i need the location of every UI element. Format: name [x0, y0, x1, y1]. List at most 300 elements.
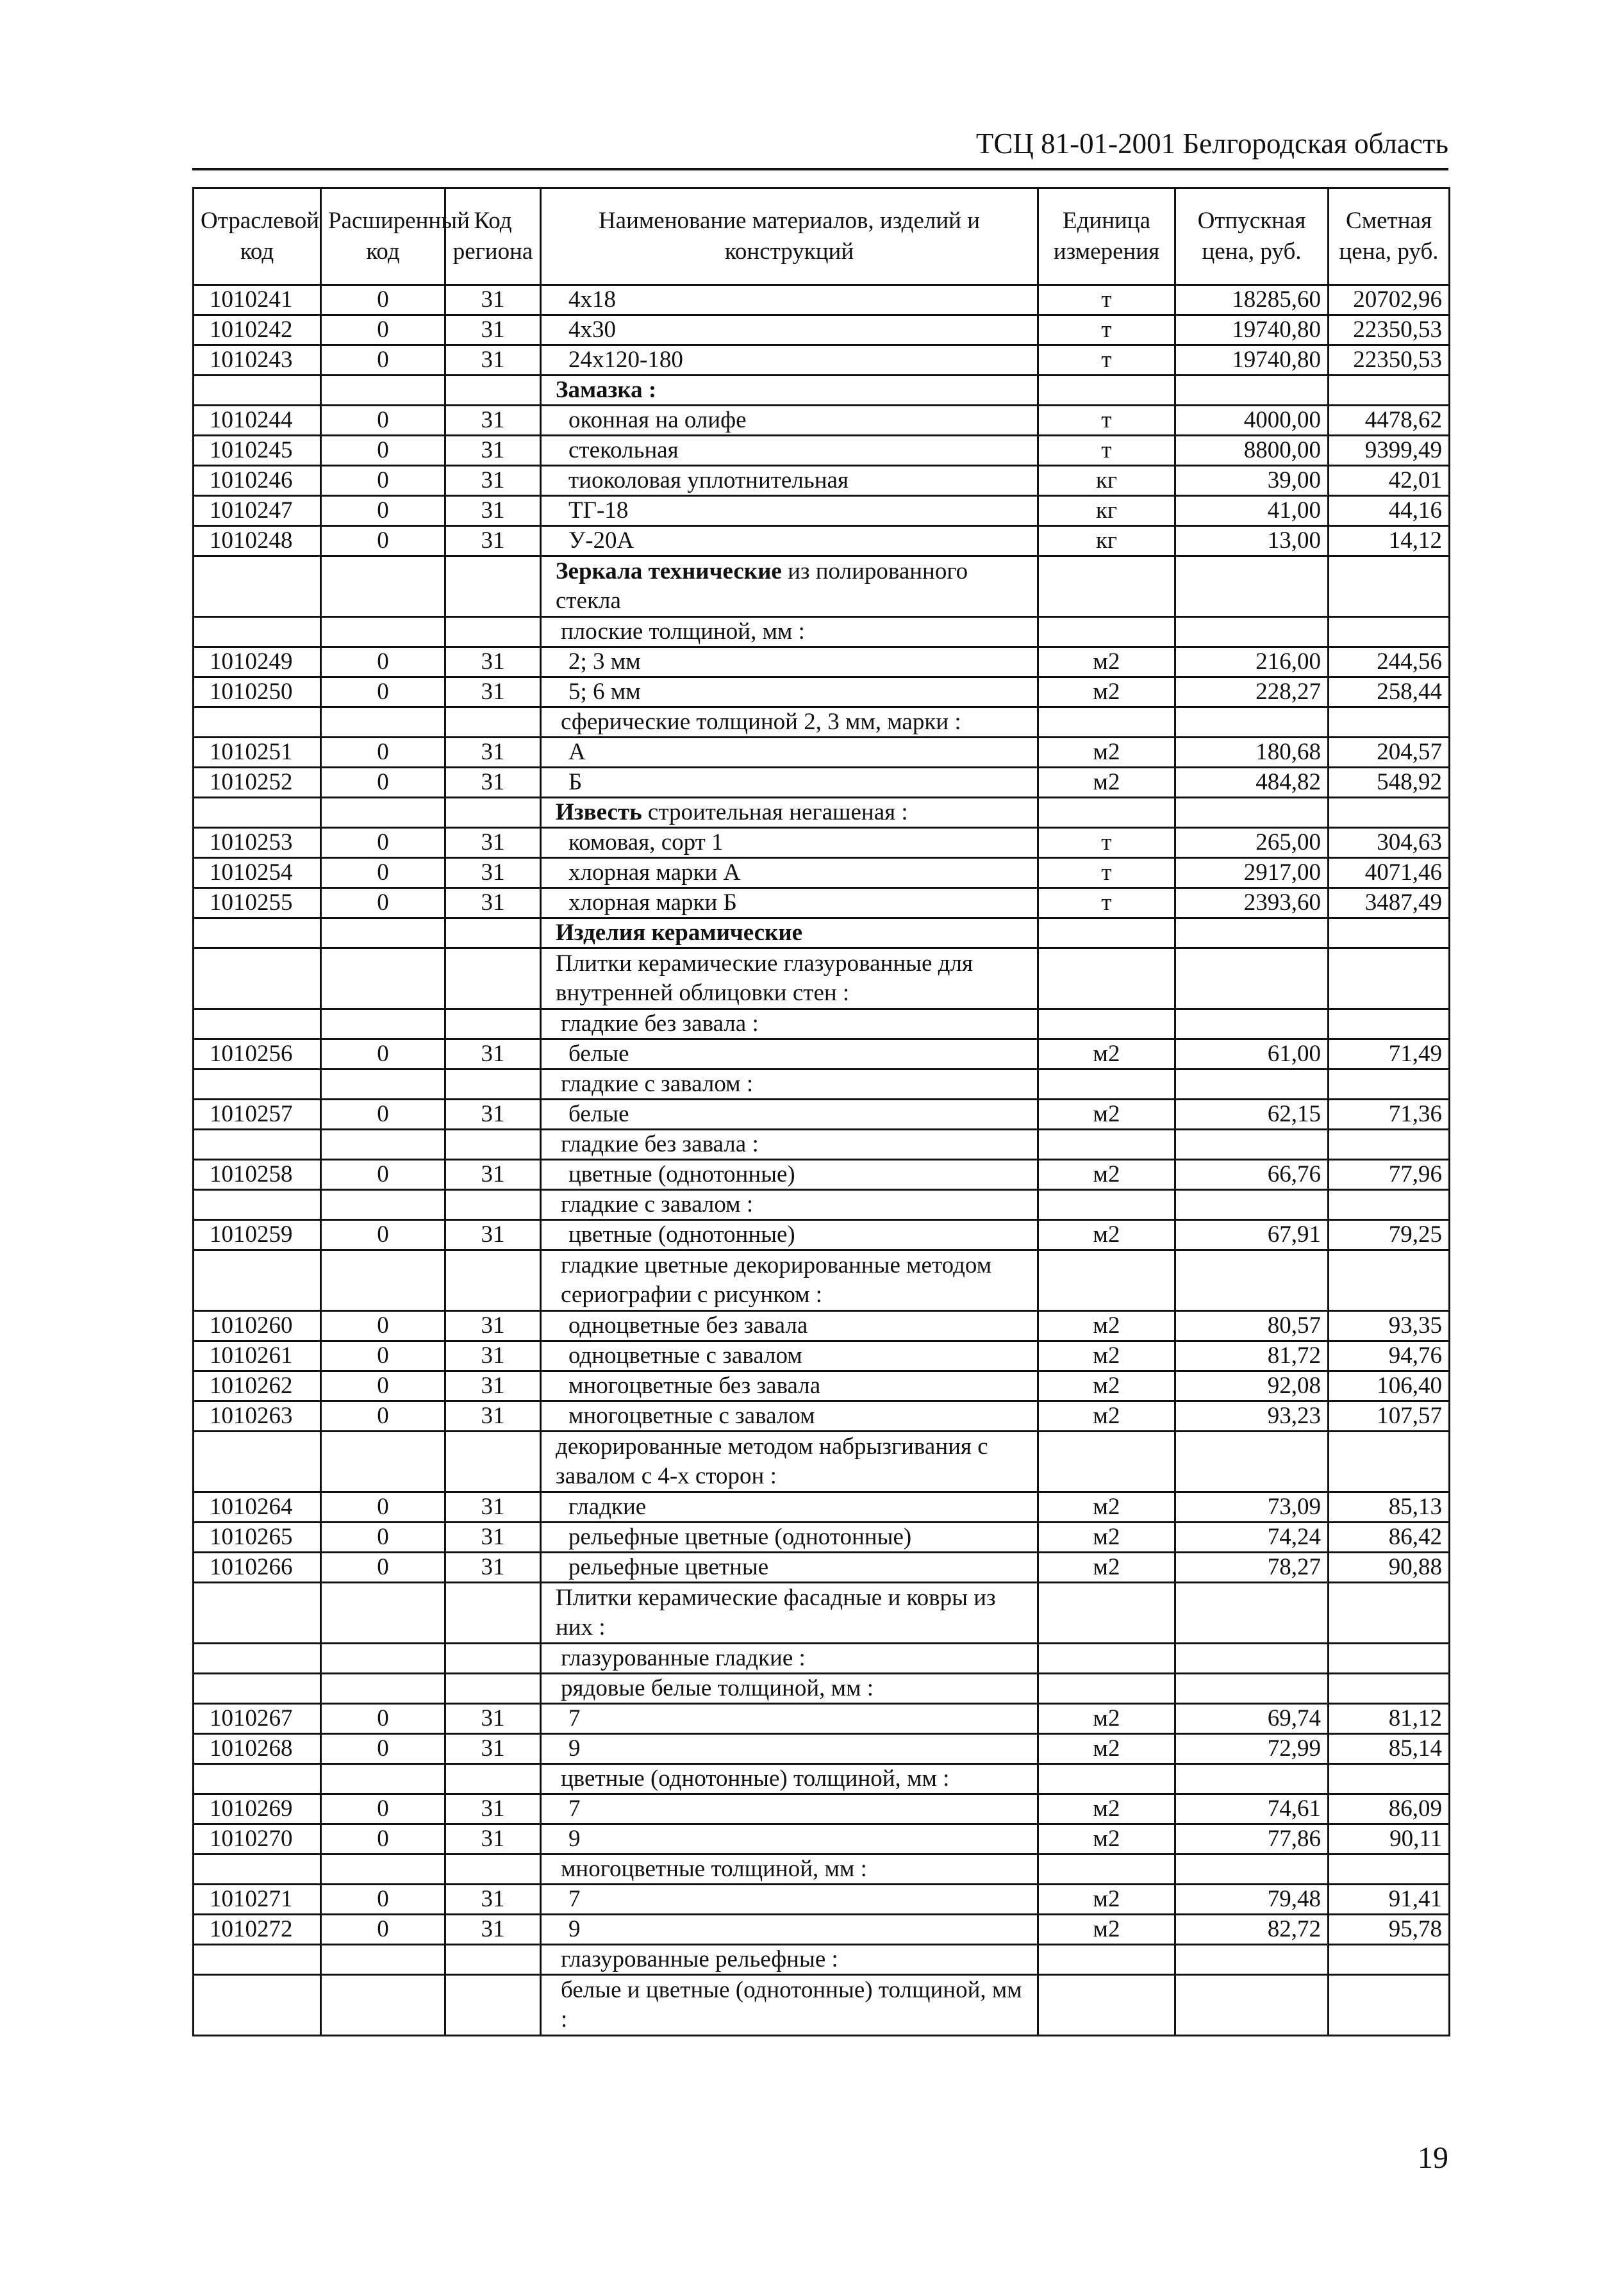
cell-industry-code: 1010272: [194, 1915, 321, 1945]
cell-extended-code: [321, 1674, 445, 1704]
cell-material-name: [541, 1492, 1038, 1523]
cell-material-name: [541, 526, 1038, 556]
cell-extended-code: 0: [321, 1885, 445, 1915]
cell-extended-code: 0: [321, 1734, 445, 1764]
cell-industry-code: 1010259: [194, 1220, 321, 1250]
cell-region-code: 31: [445, 738, 541, 768]
cell-material-name: [541, 1885, 1038, 1915]
cell-estimate-price: [1329, 1674, 1450, 1704]
cell-material-name: [541, 677, 1038, 707]
cell-material-name: [541, 1915, 1038, 1945]
cell-unit: м2: [1038, 738, 1175, 768]
cell-industry-code: 1010264: [194, 1492, 321, 1523]
cell-estimate-price: [1329, 1764, 1450, 1794]
cell-unit: т: [1038, 858, 1175, 888]
material-name-text: гладкие с завалом :: [561, 1191, 754, 1218]
cell-material-name: [541, 1824, 1038, 1854]
cell-release-price: 82,72: [1175, 1915, 1329, 1945]
column-header-release-price: Отпускная цена, руб.: [1175, 188, 1329, 285]
table-row: [194, 738, 1450, 768]
column-header-region-code: Код региона: [445, 188, 541, 285]
cell-material-name: [541, 1794, 1038, 1824]
cell-extended-code: [321, 1975, 445, 2036]
cell-industry-code: 1010243: [194, 345, 321, 376]
cell-release-price: 81,72: [1175, 1341, 1329, 1371]
cell-estimate-price: 90,88: [1329, 1553, 1450, 1583]
cell-region-code: [445, 1130, 541, 1160]
cell-release-price: 41,00: [1175, 496, 1329, 526]
cell-material-name: [541, 496, 1038, 526]
cell-release-price: 61,00: [1175, 1039, 1329, 1069]
cell-extended-code: [321, 798, 445, 828]
material-name-text: тиоколовая уплотнительная: [568, 467, 849, 493]
cell-release-price: 8800,00: [1175, 436, 1329, 466]
cell-release-price: 265,00: [1175, 828, 1329, 858]
cell-region-code: 31: [445, 345, 541, 376]
cell-unit: [1038, 1674, 1175, 1704]
table-row: [194, 647, 1450, 677]
table-row: [194, 1069, 1450, 1100]
table-row: [194, 677, 1450, 707]
cell-estimate-price: 81,12: [1329, 1704, 1450, 1734]
material-name-text: Б: [568, 769, 583, 795]
cell-unit: м2: [1038, 1885, 1175, 1915]
material-name-text: цветные (однотонные) толщиной, мм :: [561, 1765, 950, 1792]
material-name-text: гладкие без завала :: [561, 1011, 759, 1037]
cell-unit: м2: [1038, 1553, 1175, 1583]
cell-extended-code: 0: [321, 888, 445, 918]
cell-release-price: 92,08: [1175, 1371, 1329, 1401]
cell-industry-code: 1010271: [194, 1885, 321, 1915]
cell-unit: м2: [1038, 1824, 1175, 1854]
cell-unit: [1038, 1069, 1175, 1100]
cell-extended-code: [321, 1945, 445, 1975]
material-name-text: одноцветные с завалом: [568, 1342, 802, 1369]
cell-region-code: 31: [445, 1523, 541, 1553]
cell-industry-code: [194, 1069, 321, 1100]
cell-estimate-price: [1329, 1644, 1450, 1674]
cell-extended-code: 0: [321, 406, 445, 436]
cell-estimate-price: 244,56: [1329, 647, 1450, 677]
cell-estimate-price: 44,16: [1329, 496, 1450, 526]
cell-estimate-price: [1329, 1945, 1450, 1975]
price-table: [192, 187, 1450, 2036]
cell-extended-code: 0: [321, 1553, 445, 1583]
cell-material-name: [541, 918, 1038, 948]
table-row: [194, 1945, 1450, 1975]
cell-region-code: [445, 1250, 541, 1311]
cell-release-price: [1175, 1674, 1329, 1704]
material-name-text: 7: [568, 1886, 581, 1912]
cell-extended-code: 0: [321, 1704, 445, 1734]
cell-region-code: 31: [445, 526, 541, 556]
material-name-text: хлорная марки Б: [568, 889, 737, 916]
cell-material-name: [541, 1160, 1038, 1190]
cell-industry-code: [194, 948, 321, 1009]
cell-region-code: [445, 948, 541, 1009]
cell-extended-code: [321, 1190, 445, 1220]
cell-unit: [1038, 1190, 1175, 1220]
cell-unit: [1038, 556, 1175, 617]
table-row: [194, 1764, 1450, 1794]
cell-release-price: 67,91: [1175, 1220, 1329, 1250]
cell-unit: [1038, 1764, 1175, 1794]
cell-material-name: [541, 1945, 1038, 1975]
table-row: [194, 285, 1450, 315]
cell-region-code: 31: [445, 1311, 541, 1341]
cell-release-price: [1175, 1764, 1329, 1794]
cell-material-name: [541, 1764, 1038, 1794]
cell-release-price: 74,24: [1175, 1523, 1329, 1553]
material-name-text: ТГ-18: [568, 497, 629, 524]
cell-estimate-price: [1329, 1130, 1450, 1160]
cell-release-price: 78,27: [1175, 1553, 1329, 1583]
cell-industry-code: [194, 1945, 321, 1975]
material-name-text: гладкие цветные декорированные методом сериографии с рисунком :: [561, 1252, 992, 1308]
column-header-estimate-price: Сметная цена, руб.: [1329, 188, 1450, 285]
cell-region-code: [445, 556, 541, 617]
cell-industry-code: 1010258: [194, 1160, 321, 1190]
cell-unit: [1038, 1583, 1175, 1644]
cell-unit: [1038, 948, 1175, 1009]
cell-industry-code: [194, 798, 321, 828]
table-row: [194, 1220, 1450, 1250]
cell-industry-code: 1010257: [194, 1100, 321, 1130]
section-heading: Известь: [556, 799, 642, 825]
cell-industry-code: [194, 556, 321, 617]
cell-region-code: 31: [445, 1734, 541, 1764]
table-row: [194, 1523, 1450, 1553]
cell-industry-code: 1010244: [194, 406, 321, 436]
cell-unit: м2: [1038, 677, 1175, 707]
cell-release-price: [1175, 376, 1329, 406]
cell-extended-code: [321, 1854, 445, 1885]
cell-extended-code: 0: [321, 1401, 445, 1432]
material-name-text: цветные (однотонные): [568, 1161, 795, 1187]
cell-material-name: [541, 345, 1038, 376]
cell-industry-code: [194, 1130, 321, 1160]
cell-material-name: [541, 1371, 1038, 1401]
cell-estimate-price: 3487,49: [1329, 888, 1450, 918]
cell-industry-code: 1010253: [194, 828, 321, 858]
cell-material-name: [541, 617, 1038, 647]
table-row: [194, 1885, 1450, 1915]
section-heading: Зеркала технические: [556, 558, 782, 584]
cell-material-name: [541, 1854, 1038, 1885]
cell-industry-code: 1010260: [194, 1311, 321, 1341]
table-row: [194, 345, 1450, 376]
material-name-text: гладкие без завала :: [561, 1131, 759, 1157]
cell-extended-code: [321, 556, 445, 617]
cell-estimate-price: 94,76: [1329, 1341, 1450, 1371]
cell-unit: [1038, 1130, 1175, 1160]
cell-estimate-price: 93,35: [1329, 1311, 1450, 1341]
cell-region-code: [445, 617, 541, 647]
cell-industry-code: 1010255: [194, 888, 321, 918]
material-name-text: глазурованные рельефные :: [561, 1946, 838, 1972]
cell-industry-code: 1010252: [194, 768, 321, 798]
material-name-text: гладкие с завалом :: [561, 1071, 754, 1097]
table-row: [194, 406, 1450, 436]
cell-estimate-price: 85,14: [1329, 1734, 1450, 1764]
cell-material-name: [541, 1523, 1038, 1553]
cell-unit: [1038, 707, 1175, 738]
cell-material-name: [541, 647, 1038, 677]
cell-unit: кг: [1038, 526, 1175, 556]
material-name-text: оконная на олифе: [568, 407, 747, 433]
cell-material-name: [541, 1039, 1038, 1069]
cell-region-code: 31: [445, 285, 541, 315]
table-row: [194, 1583, 1450, 1644]
cell-industry-code: [194, 1583, 321, 1644]
cell-region-code: 31: [445, 1885, 541, 1915]
cell-region-code: 31: [445, 1824, 541, 1854]
cell-unit: м2: [1038, 1220, 1175, 1250]
cell-estimate-price: 42,01: [1329, 466, 1450, 496]
material-name-text: многоцветные без завала: [568, 1373, 821, 1399]
material-name-text: рельефные цветные: [568, 1554, 769, 1580]
cell-estimate-price: 86,42: [1329, 1523, 1450, 1553]
cell-release-price: 80,57: [1175, 1311, 1329, 1341]
material-name-text: 7: [568, 1705, 581, 1731]
cell-release-price: [1175, 918, 1329, 948]
cell-material-name: [541, 1644, 1038, 1674]
cell-release-price: [1175, 1583, 1329, 1644]
table-row: [194, 1674, 1450, 1704]
table-row: [194, 1190, 1450, 1220]
material-name-text: 5; 6 мм: [568, 679, 641, 705]
cell-estimate-price: 77,96: [1329, 1160, 1450, 1190]
cell-region-code: [445, 376, 541, 406]
cell-industry-code: [194, 617, 321, 647]
material-name-text: многоцветные толщиной, мм :: [561, 1856, 867, 1882]
cell-material-name: [541, 828, 1038, 858]
cell-release-price: [1175, 1432, 1329, 1492]
cell-estimate-price: 95,78: [1329, 1915, 1450, 1945]
cell-region-code: [445, 1644, 541, 1674]
table-row: [194, 526, 1450, 556]
material-name-text: 9: [568, 1916, 581, 1942]
cell-material-name: [541, 1975, 1038, 2036]
table-row: [194, 1824, 1450, 1854]
cell-material-name: [541, 1130, 1038, 1160]
cell-material-name: [541, 1401, 1038, 1432]
table-row: [194, 1704, 1450, 1734]
cell-unit: м2: [1038, 1341, 1175, 1371]
cell-release-price: 39,00: [1175, 466, 1329, 496]
cell-extended-code: [321, 1250, 445, 1311]
cell-unit: м2: [1038, 1794, 1175, 1824]
cell-material-name: [541, 1009, 1038, 1039]
cell-release-price: 19740,80: [1175, 345, 1329, 376]
cell-release-price: 79,48: [1175, 1885, 1329, 1915]
table-row: [194, 1854, 1450, 1885]
cell-estimate-price: [1329, 948, 1450, 1009]
cell-estimate-price: [1329, 1583, 1450, 1644]
cell-unit: т: [1038, 828, 1175, 858]
cell-region-code: [445, 1854, 541, 1885]
cell-estimate-price: 14,12: [1329, 526, 1450, 556]
cell-unit: м2: [1038, 1523, 1175, 1553]
table-row: [194, 707, 1450, 738]
cell-estimate-price: [1329, 1069, 1450, 1100]
cell-industry-code: 1010267: [194, 1704, 321, 1734]
cell-extended-code: 0: [321, 315, 445, 345]
cell-extended-code: [321, 918, 445, 948]
cell-estimate-price: 91,41: [1329, 1885, 1450, 1915]
material-name-text: 4х30: [568, 317, 616, 343]
material-name-text: 7: [568, 1796, 581, 1822]
table-row: [194, 858, 1450, 888]
cell-region-code: 31: [445, 768, 541, 798]
cell-industry-code: [194, 1432, 321, 1492]
cell-unit: [1038, 376, 1175, 406]
material-name-text: 9: [568, 1826, 581, 1852]
cell-release-price: [1175, 617, 1329, 647]
cell-extended-code: [321, 1583, 445, 1644]
cell-estimate-price: [1329, 1250, 1450, 1311]
cell-release-price: 69,74: [1175, 1704, 1329, 1734]
cell-industry-code: 1010242: [194, 315, 321, 345]
table-row: [194, 1100, 1450, 1130]
material-name-text: стекольная: [568, 437, 679, 463]
cell-material-name: [541, 1190, 1038, 1220]
material-name-text: рельефные цветные (однотонные): [568, 1524, 912, 1550]
cell-region-code: 31: [445, 315, 541, 345]
cell-estimate-price: 22350,53: [1329, 315, 1450, 345]
header-rule: [192, 168, 1448, 170]
cell-extended-code: [321, 1130, 445, 1160]
column-header-extended-code: Расширенный код: [321, 188, 445, 285]
cell-release-price: 19740,80: [1175, 315, 1329, 345]
material-name-text: рядовые белые толщиной, мм :: [561, 1675, 874, 1701]
cell-extended-code: 0: [321, 1341, 445, 1371]
cell-region-code: [445, 1583, 541, 1644]
cell-unit: м2: [1038, 1734, 1175, 1764]
cell-estimate-price: 85,13: [1329, 1492, 1450, 1523]
cell-material-name: [541, 1674, 1038, 1704]
cell-unit: м2: [1038, 647, 1175, 677]
table-row: [194, 315, 1450, 345]
cell-extended-code: 0: [321, 738, 445, 768]
cell-unit: м2: [1038, 1915, 1175, 1945]
cell-release-price: [1175, 1854, 1329, 1885]
cell-industry-code: 1010265: [194, 1523, 321, 1553]
cell-unit: [1038, 1009, 1175, 1039]
cell-industry-code: [194, 376, 321, 406]
material-name-text: из полированного стекла: [556, 558, 968, 614]
cell-estimate-price: [1329, 1190, 1450, 1220]
cell-unit: т: [1038, 315, 1175, 345]
column-header-unit: Единица измерения: [1038, 188, 1175, 285]
table-row: [194, 768, 1450, 798]
cell-release-price: 73,09: [1175, 1492, 1329, 1523]
cell-region-code: [445, 798, 541, 828]
cell-extended-code: [321, 1764, 445, 1794]
table-body: [194, 285, 1450, 2036]
cell-release-price: 93,23: [1175, 1401, 1329, 1432]
table-row: [194, 1160, 1450, 1190]
cell-region-code: 31: [445, 1039, 541, 1069]
cell-unit: [1038, 1975, 1175, 2036]
cell-release-price: 484,82: [1175, 768, 1329, 798]
cell-material-name: [541, 406, 1038, 436]
cell-region-code: 31: [445, 858, 541, 888]
cell-industry-code: 1010263: [194, 1401, 321, 1432]
cell-material-name: [541, 1220, 1038, 1250]
cell-release-price: 62,15: [1175, 1100, 1329, 1130]
cell-region-code: [445, 1674, 541, 1704]
cell-extended-code: 0: [321, 858, 445, 888]
cell-material-name: [541, 738, 1038, 768]
cell-material-name: [541, 948, 1038, 1009]
cell-extended-code: [321, 617, 445, 647]
table-row: [194, 828, 1450, 858]
cell-industry-code: [194, 1975, 321, 2036]
cell-industry-code: 1010249: [194, 647, 321, 677]
material-name-text: 4х18: [568, 286, 616, 313]
cell-unit: [1038, 918, 1175, 948]
cell-unit: [1038, 1854, 1175, 1885]
cell-material-name: [541, 1069, 1038, 1100]
cell-region-code: 31: [445, 1220, 541, 1250]
table-row: [194, 1009, 1450, 1039]
cell-region-code: 31: [445, 647, 541, 677]
cell-unit: [1038, 1945, 1175, 1975]
material-name-text: одноцветные без завала: [568, 1312, 808, 1339]
cell-extended-code: 0: [321, 1492, 445, 1523]
cell-material-name: [541, 436, 1038, 466]
cell-industry-code: 1010261: [194, 1341, 321, 1371]
cell-region-code: 31: [445, 888, 541, 918]
table-row: [194, 798, 1450, 828]
cell-estimate-price: 86,09: [1329, 1794, 1450, 1824]
cell-estimate-price: [1329, 556, 1450, 617]
cell-unit: т: [1038, 345, 1175, 376]
cell-industry-code: 1010241: [194, 285, 321, 315]
cell-estimate-price: 4478,62: [1329, 406, 1450, 436]
cell-estimate-price: 4071,46: [1329, 858, 1450, 888]
table-row: [194, 1311, 1450, 1341]
material-name-text: цветные (однотонные): [568, 1221, 795, 1248]
table-row: [194, 1644, 1450, 1674]
cell-industry-code: [194, 1674, 321, 1704]
table-row: [194, 436, 1450, 466]
cell-industry-code: [194, 1250, 321, 1311]
column-header-industry-code: Отраслевой код: [194, 188, 321, 285]
material-name-text: белые и цветные (однотонные) толщиной, мм :: [561, 1977, 1022, 2033]
cell-extended-code: 0: [321, 466, 445, 496]
cell-industry-code: [194, 1190, 321, 1220]
cell-unit: м2: [1038, 1401, 1175, 1432]
cell-region-code: [445, 1975, 541, 2036]
table-row: [194, 918, 1450, 948]
cell-unit: [1038, 1250, 1175, 1311]
cell-release-price: [1175, 1130, 1329, 1160]
cell-industry-code: 1010268: [194, 1734, 321, 1764]
cell-industry-code: 1010262: [194, 1371, 321, 1401]
cell-industry-code: 1010247: [194, 496, 321, 526]
cell-industry-code: [194, 918, 321, 948]
cell-material-name: [541, 466, 1038, 496]
cell-release-price: [1175, 798, 1329, 828]
material-name-text: хлорная марки А: [568, 859, 741, 886]
table-row: [194, 376, 1450, 406]
column-header-material-name: Наименование материалов, изделий и конструкций: [541, 188, 1038, 285]
cell-extended-code: 0: [321, 1039, 445, 1069]
table-row: [194, 1734, 1450, 1764]
cell-material-name: [541, 1432, 1038, 1492]
